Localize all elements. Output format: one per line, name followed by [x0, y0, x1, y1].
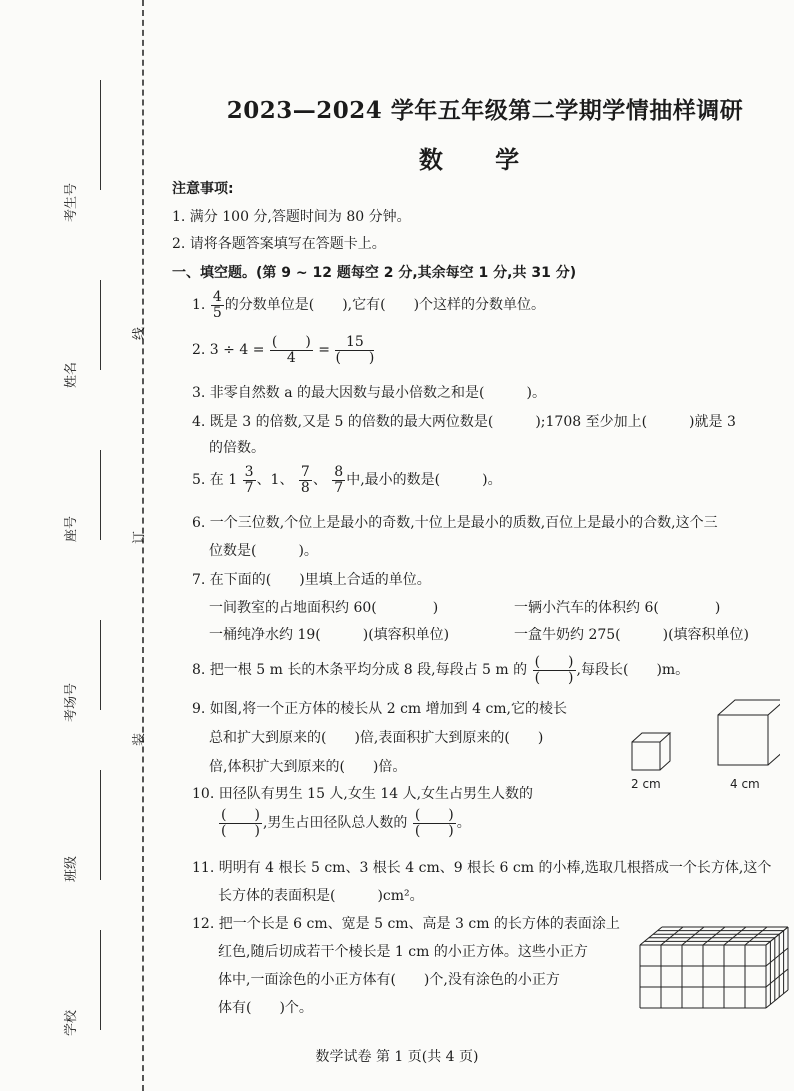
label-school: 学校 — [64, 1009, 79, 1036]
fraction-numerator: ( ) — [271, 334, 311, 350]
question-4-line-1: 4. 既是 3 的倍数,又是 5 的倍数的最大两位数是( );1708 至少加上( )就是 3 — [192, 414, 736, 430]
exam-subject: 数 学 — [418, 145, 542, 174]
grid-line — [682, 927, 704, 945]
question-text: ,男生占田径队总人数的 — [262, 815, 408, 832]
question-7-line-1: 7. 在下面的( )里填上合适的单位。 — [192, 572, 431, 588]
question-12-line-3: 体中,一面涂色的小正方体有( )个,没有涂色的小正方 — [218, 972, 560, 988]
question-7-item-c: 一桶纯净水约 19( )(填容积单位) — [209, 627, 450, 643]
fraction-numerator: 15 — [335, 335, 374, 351]
question-10-line-1: 10. 田径队有男生 15 人,女生 14 人,女生占男生人数的 — [192, 786, 534, 802]
fraction-denominator: 8 — [300, 479, 310, 496]
question-7-item-b: 一辆小汽车的体积约 6( ) — [514, 600, 721, 616]
fraction-denominator: ( ) — [335, 349, 375, 366]
question-9-line-3: 倍,体积扩大到原来的( )倍。 — [209, 759, 407, 775]
large-cube — [718, 700, 780, 765]
cuboid-grid-figure — [636, 908, 792, 1012]
fraction — [413, 808, 456, 838]
question-11-line-1: 11. 明明有 4 根长 5 cm、3 根长 4 cm、9 根长 6 cm 的小棒,选取几根搭成一个长方体,这个 — [192, 860, 772, 876]
fraction-numerator: ( ) — [414, 807, 454, 823]
grid-line — [766, 948, 788, 966]
fraction-denominator: 4 — [286, 349, 296, 366]
question-12-line-1: 12. 把一个长是 6 cm、宽是 5 cm、高是 3 cm 的长方体的表面涂上 — [192, 916, 620, 932]
fraction-denominator: ( ) — [221, 822, 260, 839]
question-6-line-2: 位数是( )。 — [209, 543, 318, 559]
fraction — [533, 655, 576, 685]
question-5 — [192, 465, 502, 495]
question-9-line-2: 总和扩大到原来的( )倍,表面积扩大到原来的( ) — [209, 730, 544, 746]
note-item: 2. 请将各题答案填写在答题卡上。 — [172, 236, 386, 252]
fraction — [270, 335, 313, 365]
grid-line — [703, 927, 725, 945]
small-cube — [632, 733, 670, 770]
label-room: 考场号 — [64, 682, 79, 722]
grid-line — [766, 969, 788, 987]
question-text: 的分数单位是( ),它有( )个这样的分数单位。 — [224, 297, 546, 314]
fraction — [211, 290, 224, 320]
grid-line — [745, 927, 767, 945]
question-12-line-2: 红色,随后切成若干个棱长是 1 cm 的小正方体。这些小正方 — [218, 944, 588, 960]
fraction — [335, 335, 374, 365]
question-7-item-a: 一间教室的占地面积约 60( ) — [209, 600, 439, 616]
fraction-numerator: 3 — [244, 464, 254, 480]
field-line-seat — [100, 450, 101, 540]
question-text: 。 — [456, 815, 471, 832]
question-9-line-1: 9. 如图,将一个正方体的棱长从 2 cm 增加到 4 cm,它的棱长 — [192, 701, 568, 717]
question-text: ,每段长( )m。 — [576, 662, 690, 679]
question-number: 1. — [192, 297, 206, 314]
label-name: 姓名 — [64, 361, 79, 388]
fraction-numerator: 4 — [212, 289, 222, 305]
section-heading: 一、填空题。(第 9 ~ 12 题每空 2 分,其余每空 1 分,共 31 分) — [172, 265, 577, 281]
question-2 — [192, 335, 375, 365]
exam-title: 2023—2024 学年五年级第二学期学情抽样调研 — [226, 97, 744, 124]
fraction — [219, 808, 262, 838]
question-12-line-4: 体有( )个。 — [218, 1000, 313, 1016]
grid-line — [724, 927, 746, 945]
field-line-school — [100, 930, 101, 1030]
grid-line — [766, 990, 788, 1008]
cut-word-line: 线 — [132, 326, 147, 340]
field-line-class — [100, 770, 101, 880]
question-1 — [192, 290, 545, 320]
fraction-denominator: ( ) — [414, 822, 454, 839]
fraction — [299, 465, 312, 495]
question-11-line-2: 长方体的表面积是( )cm²。 — [218, 888, 424, 904]
field-line-name — [100, 280, 101, 370]
question-4-line-2: 的倍数。 — [209, 440, 265, 456]
separator: 、 — [312, 472, 327, 489]
fraction-numerator: 7 — [300, 464, 310, 480]
question-text: 中,最小的数是( )。 — [346, 472, 502, 489]
fraction — [243, 465, 256, 495]
grid-line — [766, 927, 788, 945]
separator: 、1、 — [256, 472, 294, 489]
note-item: 1. 满分 100 分,答题时间为 80 分钟。 — [172, 209, 411, 225]
fraction-denominator: 7 — [334, 479, 344, 496]
question-8 — [192, 655, 689, 685]
equals-sign: = — [318, 342, 331, 359]
question-6-line-1: 6. 一个三位数,个位上是最小的奇数,十位上是最小的质数,百位上是最小的合数,这个三 — [192, 515, 718, 531]
fraction-numerator: 8 — [334, 464, 344, 480]
question-3: 3. 非零自然数 a 的最大因数与最小倍数之和是( )。 — [192, 385, 546, 401]
small-cube-label: 2 cm — [631, 777, 661, 791]
fraction-denominator: 5 — [212, 304, 222, 321]
fraction — [332, 465, 345, 495]
fraction-denominator: 7 — [244, 479, 254, 496]
label-exam-no: 考生号 — [64, 182, 79, 222]
label-class: 班级 — [64, 855, 79, 882]
page-footer: 数学试卷 第 1 页(共 4 页) — [315, 1049, 479, 1065]
field-line-room — [100, 620, 101, 710]
question-text: 5. 在 1 — [192, 472, 238, 489]
field-line-exam-no — [100, 80, 101, 190]
cube-figure — [620, 690, 780, 800]
question-text: 8. 把一根 5 m 长的木条平均分成 8 段,每段占 5 m 的 — [192, 662, 528, 679]
grid-line — [661, 927, 683, 945]
fraction-numerator: ( ) — [534, 654, 574, 670]
question-10-line-2 — [218, 808, 471, 838]
question-text: 2. 3 ÷ 4 = — [192, 342, 265, 359]
fraction-numerator: ( ) — [221, 807, 260, 823]
notes-heading: 注意事项: — [172, 181, 234, 197]
question-7-item-d: 一盒牛奶约 275( )(填容积单位) — [514, 627, 750, 643]
label-seat: 座号 — [64, 515, 79, 542]
binding-dash-line — [142, 0, 144, 1091]
fraction-denominator: ( ) — [534, 669, 574, 686]
cut-word-pack: 装 — [132, 732, 147, 746]
grid-line — [640, 927, 662, 945]
binding-strip — [0, 0, 150, 1091]
large-cube-label: 4 cm — [730, 777, 760, 791]
cut-word-bind: 订 — [132, 530, 147, 544]
